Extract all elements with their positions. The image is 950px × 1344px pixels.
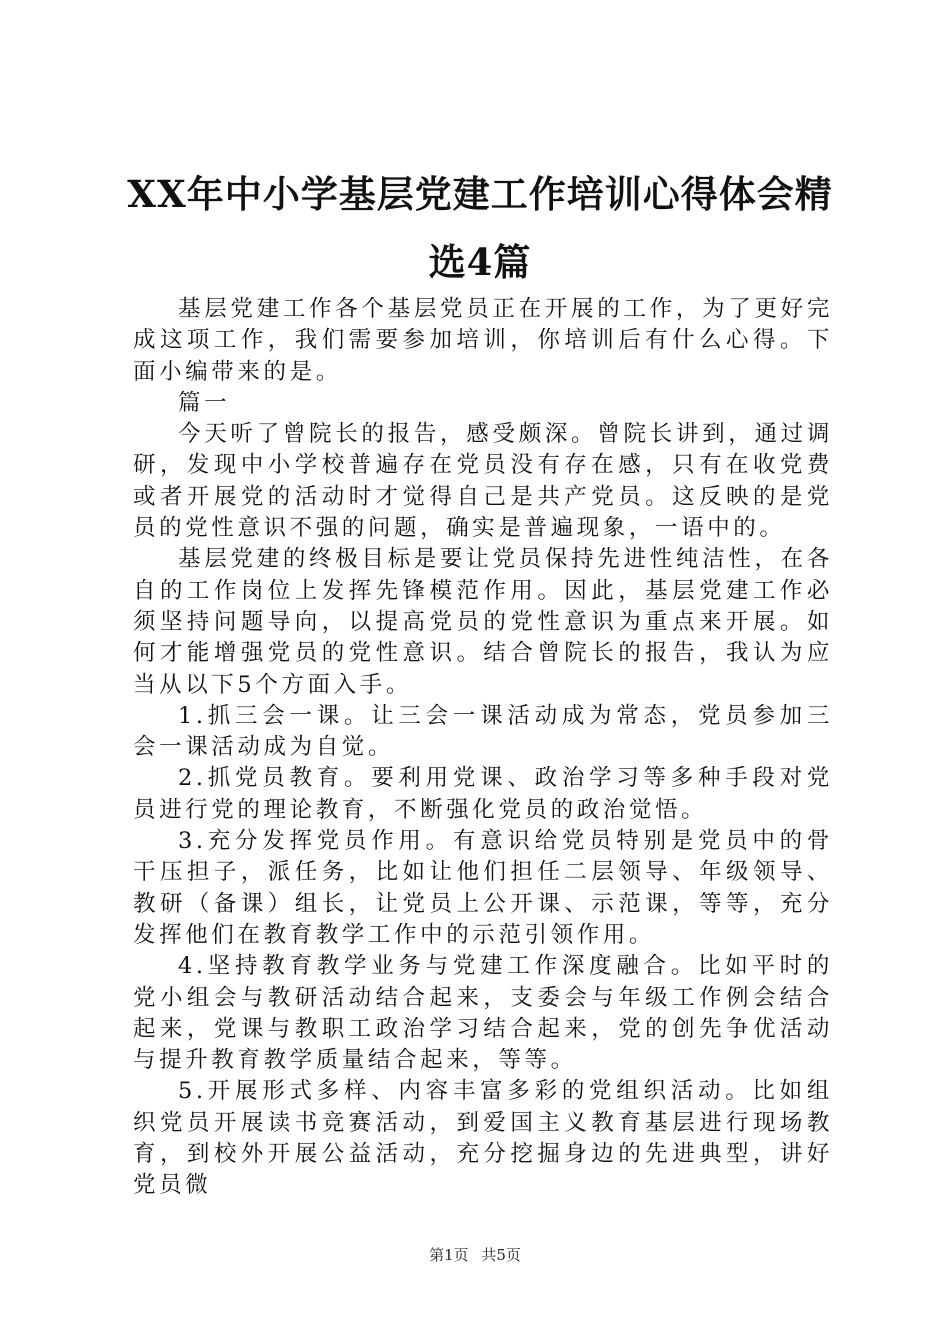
section-heading: 篇一 [178, 389, 231, 416]
page-total: 共5页 [481, 1246, 521, 1264]
paragraph: 基层党建的终极目标是要让党员保持先进性纯洁性，在各自的工作岗位上发挥先锋模范作用。因此，基层党建工作必须坚持问题导向，以提高党员的党性意识为重点来开展。如何才能增强党员的党性意识。结合曾院长的报告，我认为应当从以下5个方面入手。 [133, 546, 833, 698]
list-item: 2.抓党员教育。要利用党课、政治学习等多种手段对党员进行党的理论教育，不断强化党员的政治觉悟。 [133, 765, 833, 823]
list-item: 3.充分发挥党员作用。有意识给党员特别是党员中的骨干压担子，派任务，比如让他们担任二层领导、年级领导、教研（备课）组长，让党员上公开课、示范课，等等，充分发挥他们在教育教学工作中的示范引领作用。 [133, 828, 833, 948]
list-item: 5.开展形式多样、内容丰富多彩的党组织活动。比如组织党员开展读书竞赛活动，到爱国主义教育基层进行现场教育，到校外开展公益活动，充分挖掘身边的先进典型，讲好党员微 [133, 1078, 833, 1199]
page-footer [0, 1244, 950, 1266]
list-item: 1.抓三会一课。让三会一课活动成为常态，党员参加三会一课活动成为自觉。 [133, 702, 833, 761]
list-item: 4.坚持教育教学业务与党建工作深度融合。比如平时的党小组会与教研活动结合起来，支委会与年级工作例会结合起来，党课与教职工政治学习结合起来，党的创先争优活动与提升教育教学质量结合起来，等等。 [133, 953, 833, 1074]
paragraph: 今天听了曾院长的报告，感受颇深。曾院长讲到，通过调研，发现中小学校普遍存在党员没有存在感，只有在收党费或者开展党的活动时才觉得自己是共产党员。这反映的是党员的党性意识不强的问题，确实是普遍现象，一语中的。 [133, 421, 833, 542]
document-title: XX年中小学基层党建工作培训心得体会精选4篇 [127, 172, 833, 284]
document-body [133, 294, 833, 1202]
page-number: 第1页 [429, 1246, 469, 1264]
paragraph-intro: 基层党建工作各个基层党员正在开展的工作，为了更好完成这项工作，我们需要参加培训，你培训后有什么心得。下面小编带来的是。 [133, 296, 833, 385]
